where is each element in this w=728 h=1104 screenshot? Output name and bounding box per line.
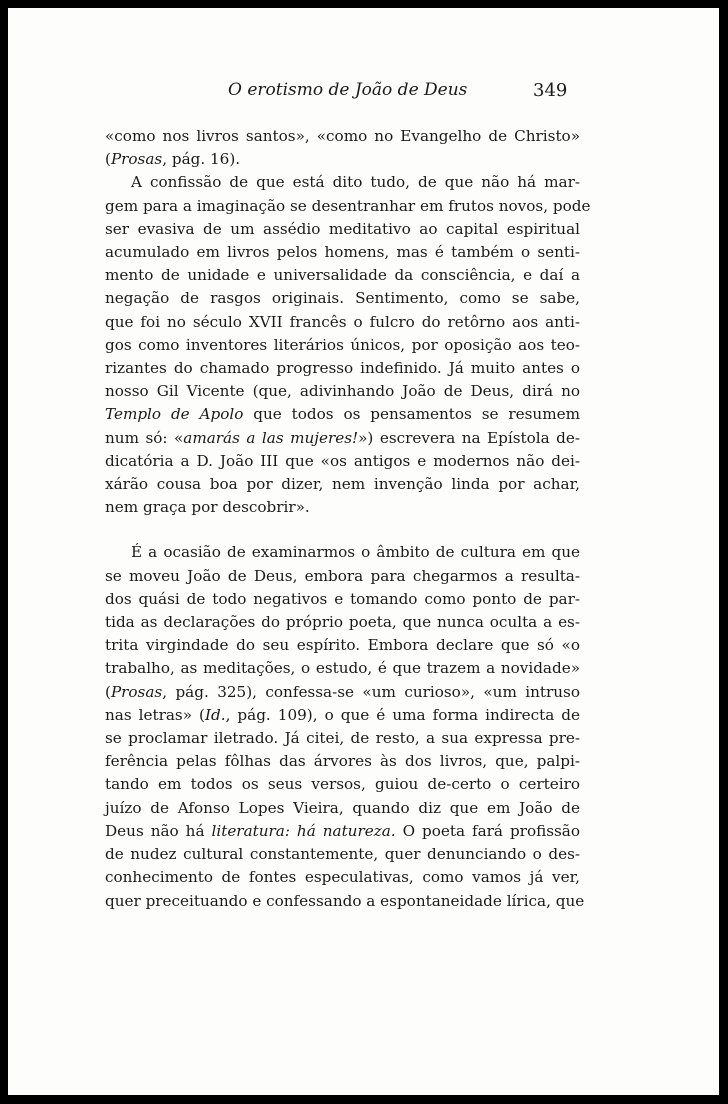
text-line: se moveu João de Deus, embora para chegarmos a resulta- — [105, 566, 580, 585]
text-line: rizantes do chamado progresso indefinido. Já muito antes o — [105, 359, 580, 378]
text-line: (Prosas, pág. 16). — [105, 150, 241, 169]
text-line: acumulado em livros pelos homens, mas é também o senti- — [105, 243, 580, 262]
text-line: conhecimento de fontes especulativas, como vamos já ver, — [105, 868, 580, 887]
text-line: nosso Gil Vicente (que, adivinhando João de Deus, dirá no — [105, 382, 580, 401]
text-line: tando em todos os seus versos, guiou de-certo o certeiro — [105, 775, 580, 794]
text-line: dos quási de todo negativos e tomando como ponto de par- — [105, 589, 580, 608]
text-line: num só: «amarás a las mujeres!») escrevera na Epístola de- — [105, 428, 581, 447]
text-line: xárão cousa boa por dizer, nem invenção linda por achar, — [105, 475, 580, 494]
text-line: (Prosas, pág. 325), confessa-se «um curioso», «um intruso — [105, 682, 580, 701]
text-line: trabalho, as meditações, o estudo, é que trazem a novidade» — [105, 659, 580, 678]
text-line: Templo de Apolo que todos os pensamentos se resumem — [105, 405, 581, 424]
paragraph-spacer — [105, 519, 580, 541]
text-line: se proclamar iletrado. Já citei, de resto, a sua expressa pre- — [105, 729, 580, 748]
page-header — [8, 80, 719, 110]
text-line: «como nos livros santos», «como no Evangelho de Christo» — [105, 127, 580, 145]
text-line: É a ocasião de examinarmos o âmbito de cultura em que — [131, 543, 580, 562]
text-line: dicatória a D. João III que «os antigos e modernos não dei- — [105, 451, 580, 470]
paragraph — [105, 125, 580, 171]
text-line: tida as declarações do próprio poeta, que nunca oculta a es- — [105, 613, 580, 632]
running-title: O erotismo de João de Deus — [228, 80, 468, 100]
text-line: gem para a imaginação se desentranhar em frutos novos, pode — [105, 196, 591, 215]
text-line: nem graça por descobrir». — [105, 498, 310, 517]
text-line: negação de rasgos originais. Sentimento, como se sabe, — [105, 289, 580, 308]
paragraph — [105, 171, 591, 519]
text-line: gos como inventores literários únicos, por oposição aos teo- — [105, 335, 580, 354]
book-page — [8, 8, 719, 1095]
body-text — [105, 125, 591, 913]
text-line: trita virgindade do seu espírito. Embora declare que só «o — [105, 636, 580, 655]
text-line: de nudez cultural constantemente, quer denunciando o des- — [105, 845, 580, 864]
text-line: ferência pelas fôlhas das árvores às dos livros, que, palpi- — [105, 752, 580, 771]
text-line: ser evasiva de um assédio meditativo ao capital espiritual — [105, 219, 580, 238]
text-line: que foi no século XVII francês o fulcro do retôrno aos anti- — [105, 312, 580, 331]
text-line: mento de unidade e universalidade da consciência, e daí a — [105, 266, 580, 285]
text-line: nas letras» (Id., pág. 109), o que é uma forma indirecta de — [105, 705, 581, 724]
page-number: 349 — [533, 80, 568, 101]
text-line: Deus não há literatura: há natureza. O poeta fará profissão — [105, 821, 581, 840]
text-line: juízo de Afonso Lopes Vieira, quando diz que em João de — [105, 798, 580, 817]
text-line: A confissão de que está dito tudo, de que não há mar- — [131, 173, 580, 192]
text-line: quer preceituando e confessando a espontaneidade lírica, que — [105, 891, 585, 910]
paragraph — [105, 541, 585, 912]
